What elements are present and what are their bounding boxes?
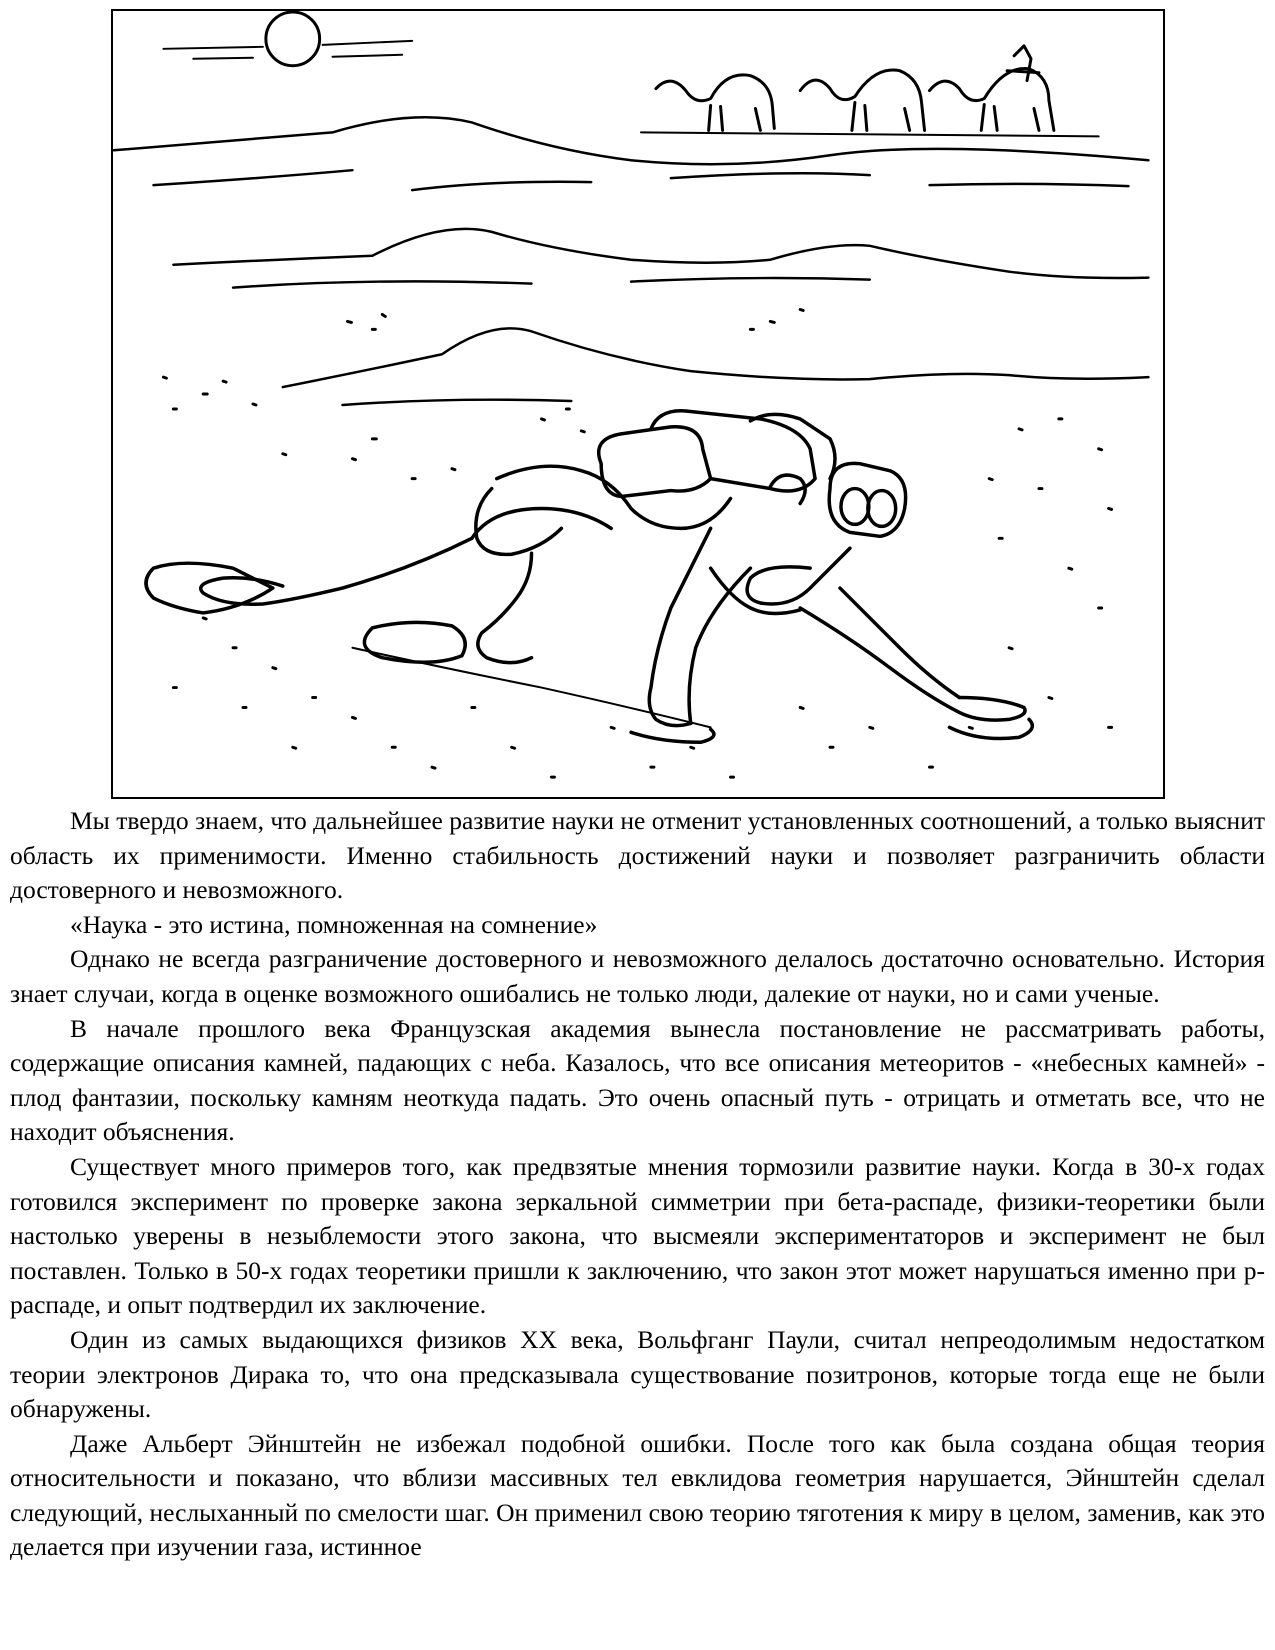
paragraph-5: Существует много примеров того, как предвзятые мнения тормозили развитие науки. Когда в 30-х годах готовился эксперимент по проверке закона зеркальной симметрии при бета-распаде, физики-теоретики были настолько уверены в незыблемости этого закона, что высмеяли экспериментаторов и эксперимент не был поставлен. Только в 50-х годах теоретики пришли к заключению, что закон этот может нарушаться именно при р-распаде, и опыт подтвердил их заключение. [10,1151,1265,1320]
paragraph-1: Мы твердо знаем, что дальнейшее развитие науки не отменит установленных соотношений, а только выяснит область их применимости. Именно стабильность достижений науки и позволяет разграничить области достоверного и невозможного. [10,806,1265,905]
diver-figure-icon [146,411,1032,742]
paragraph-6: Один из самых выдающихся физиков XX века, Вольфганг Паули, считал непреодолимым недостатком теории электронов Дирака то, что она предсказывала существование позитронов, которые тогда еще не были обнаружены. [10,1324,1265,1424]
paragraph-4: В начале прошлого века Французская академия вынесла постановление не рассматривать работы, содержащие описания камней, падающих с неба. Казалось, что все описания метеоритов - «небесных камней» - плод фантазии, поскольку камням неоткуда падать. Это очень опасный путь - отрицать и отметать все, что не находит объяснения. [10,1013,1265,1147]
camel-caravan-icon [641,46,1099,137]
sand-speckles [163,309,1111,777]
sun-icon [163,12,412,66]
paragraph-3: Однако не всегда разграничение достоверного и невозможного делалось достаточно основательно. История знает случаи, когда в оценке возможного ошибались не только люди, далекие от науки, но и сами ученые. [10,944,1265,1008]
paragraph-7: Даже Альберт Эйнштейн не избежал подобной ошибки. После того как была создана общая теория относительности и показано, что вблизи массивных тел евклидова геометрия нарушается, Эйнштейн сделал следующий, неслыханный по смелости шаг. Он применил свою теорию тяготения к миру в целом, заменив, как это делается при изучении газа, истинное [10,1428,1265,1562]
article-text [10,804,1265,1565]
dune-lines [114,117,1149,405]
illustration-frame [111,9,1165,799]
paragraph-quote: «Наука - это истина, помноженная на сомнение» [70,909,598,939]
desert-diver-illustration [113,11,1163,797]
